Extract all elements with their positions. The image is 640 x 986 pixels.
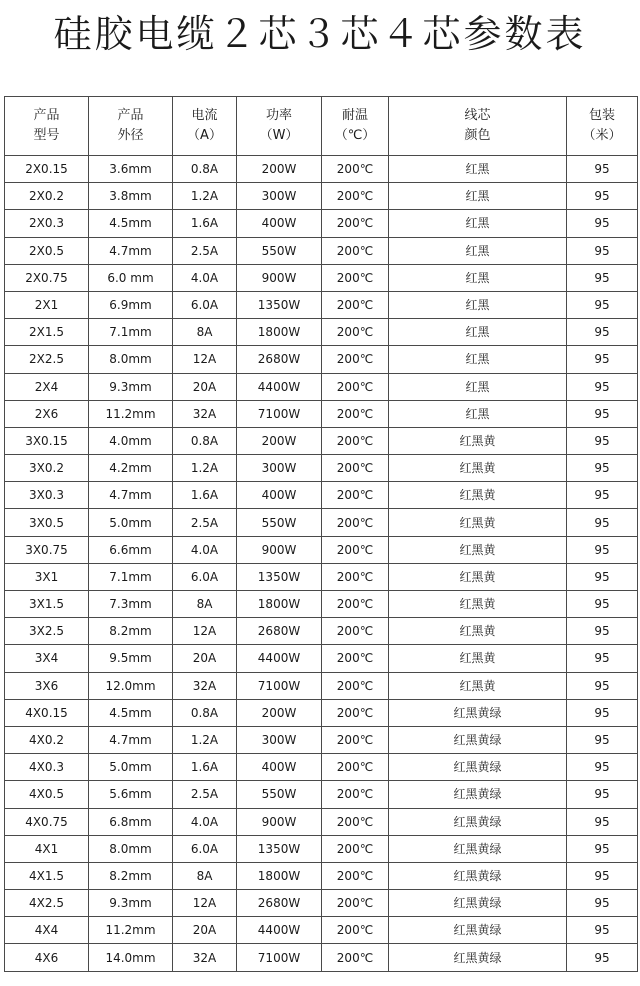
header-model-line: 产品: [33, 108, 60, 123]
cell-core-color: 红黑黄: [389, 645, 567, 672]
cell-core-color: 红黑黄: [389, 591, 567, 618]
cell-packing: 95: [567, 862, 638, 889]
table-row: [5, 808, 638, 835]
cell-packing: 95: [567, 455, 638, 482]
cell-temp: 200℃: [322, 400, 389, 427]
cell-temp: 200℃: [322, 210, 389, 237]
cell-packing: 95: [567, 754, 638, 781]
cell-packing: 95: [567, 890, 638, 917]
cell-current: 0.8A: [173, 699, 237, 726]
cell-packing: 95: [567, 427, 638, 454]
cell-model: 2X1.5: [5, 319, 89, 346]
cell-core-color: 红黑: [389, 210, 567, 237]
cell-packing: 95: [567, 591, 638, 618]
cell-current: 20A: [173, 917, 237, 944]
cell-packing: 95: [567, 645, 638, 672]
cell-packing: 95: [567, 373, 638, 400]
cell-model: 4X4: [5, 917, 89, 944]
cell-current: 1.6A: [173, 754, 237, 781]
cell-model: 3X1.5: [5, 591, 89, 618]
cell-model: 4X0.3: [5, 754, 89, 781]
cell-core-color: 红黑: [389, 400, 567, 427]
cell-packing: 95: [567, 536, 638, 563]
cell-power: 550W: [237, 237, 322, 264]
cell-temp: 200℃: [322, 536, 389, 563]
cell-packing: 95: [567, 618, 638, 645]
cell-packing: 95: [567, 264, 638, 291]
table-row: [5, 373, 638, 400]
cell-power: 300W: [237, 726, 322, 753]
cell-model: 2X4: [5, 373, 89, 400]
cell-diameter: 4.2mm: [89, 455, 173, 482]
table-row: [5, 156, 638, 183]
header-model-line: 型号: [33, 128, 60, 143]
cell-diameter: 4.7mm: [89, 726, 173, 753]
cell-power: 300W: [237, 183, 322, 210]
table-header-row: [5, 97, 638, 156]
cell-temp: 200℃: [322, 183, 389, 210]
cell-current: 2.5A: [173, 237, 237, 264]
table-row: [5, 210, 638, 237]
cell-diameter: 7.1mm: [89, 563, 173, 590]
header-packing: [567, 97, 638, 156]
cell-temp: 200℃: [322, 291, 389, 318]
cell-core-color: 红黑黄绿: [389, 726, 567, 753]
header-power: [237, 97, 322, 156]
cell-power: 200W: [237, 699, 322, 726]
table-row: [5, 726, 638, 753]
cell-power: 4400W: [237, 645, 322, 672]
cell-temp: 200℃: [322, 455, 389, 482]
cell-packing: 95: [567, 835, 638, 862]
cell-packing: 95: [567, 291, 638, 318]
cell-power: 7100W: [237, 944, 322, 971]
cell-model: 3X1: [5, 563, 89, 590]
cell-power: 2680W: [237, 346, 322, 373]
cell-temp: 200℃: [322, 944, 389, 971]
cell-model: 2X0.15: [5, 156, 89, 183]
table-row: [5, 237, 638, 264]
cell-power: 1350W: [237, 563, 322, 590]
header-core-color-line: 颜色: [464, 128, 491, 143]
cell-diameter: 5.0mm: [89, 509, 173, 536]
cell-diameter: 5.0mm: [89, 754, 173, 781]
cell-core-color: 红黑: [389, 346, 567, 373]
cell-temp: 200℃: [322, 373, 389, 400]
cell-temp: 200℃: [322, 672, 389, 699]
cell-current: 32A: [173, 672, 237, 699]
cell-current: 1.6A: [173, 482, 237, 509]
cell-diameter: 8.0mm: [89, 835, 173, 862]
cell-core-color: 红黑黄绿: [389, 754, 567, 781]
cell-diameter: 8.2mm: [89, 862, 173, 889]
cell-packing: 95: [567, 183, 638, 210]
table-body: [5, 156, 638, 972]
cell-temp: 200℃: [322, 264, 389, 291]
cell-model: 3X4: [5, 645, 89, 672]
cell-power: 7100W: [237, 672, 322, 699]
cell-current: 8A: [173, 862, 237, 889]
cell-current: 32A: [173, 944, 237, 971]
cell-power: 900W: [237, 536, 322, 563]
cell-model: 4X0.75: [5, 808, 89, 835]
cell-current: 4.0A: [173, 264, 237, 291]
table-row: [5, 346, 638, 373]
cell-power: 1350W: [237, 291, 322, 318]
cell-core-color: 红黑黄绿: [389, 699, 567, 726]
cell-model: 3X6: [5, 672, 89, 699]
cell-diameter: 6.8mm: [89, 808, 173, 835]
table-row: [5, 672, 638, 699]
table-row: [5, 319, 638, 346]
table-row: [5, 482, 638, 509]
cell-core-color: 红黑黄: [389, 563, 567, 590]
cell-packing: 95: [567, 482, 638, 509]
table-row: [5, 591, 638, 618]
cell-core-color: 红黑黄绿: [389, 781, 567, 808]
cell-current: 20A: [173, 373, 237, 400]
cell-power: 900W: [237, 264, 322, 291]
cell-diameter: 6.6mm: [89, 536, 173, 563]
cell-temp: 200℃: [322, 890, 389, 917]
cell-packing: 95: [567, 781, 638, 808]
cell-temp: 200℃: [322, 808, 389, 835]
cell-diameter: 4.7mm: [89, 482, 173, 509]
table-row: [5, 509, 638, 536]
cell-current: 6.0A: [173, 563, 237, 590]
cell-diameter: 3.6mm: [89, 156, 173, 183]
cell-current: 32A: [173, 400, 237, 427]
table-row: [5, 291, 638, 318]
cell-core-color: 红黑: [389, 156, 567, 183]
cell-core-color: 红黑黄绿: [389, 808, 567, 835]
cell-power: 4400W: [237, 917, 322, 944]
table-row: [5, 455, 638, 482]
cell-power: 1800W: [237, 591, 322, 618]
cell-core-color: 红黑黄: [389, 482, 567, 509]
table-row: [5, 427, 638, 454]
cell-diameter: 7.3mm: [89, 591, 173, 618]
cell-diameter: 6.9mm: [89, 291, 173, 318]
cell-temp: 200℃: [322, 699, 389, 726]
cell-model: 3X0.5: [5, 509, 89, 536]
cell-power: 1350W: [237, 835, 322, 862]
cell-model: 4X0.2: [5, 726, 89, 753]
cell-diameter: 14.0mm: [89, 944, 173, 971]
cell-packing: 95: [567, 726, 638, 753]
cell-packing: 95: [567, 319, 638, 346]
cell-power: 900W: [237, 808, 322, 835]
table-row: [5, 781, 638, 808]
cell-temp: 200℃: [322, 754, 389, 781]
cell-current: 8A: [173, 319, 237, 346]
cell-temp: 200℃: [322, 563, 389, 590]
cell-packing: 95: [567, 808, 638, 835]
cell-model: 4X2.5: [5, 890, 89, 917]
cell-model: 3X0.2: [5, 455, 89, 482]
cell-temp: 200℃: [322, 237, 389, 264]
header-diameter-line: 产品: [117, 108, 144, 123]
header-current-line: （A）: [187, 128, 222, 143]
cell-core-color: 红黑: [389, 291, 567, 318]
cell-core-color: 红黑黄绿: [389, 862, 567, 889]
cell-packing: 95: [567, 563, 638, 590]
cell-current: 6.0A: [173, 291, 237, 318]
cell-diameter: 4.5mm: [89, 210, 173, 237]
header-temp-line: （℃）: [334, 128, 376, 143]
header-power-line: （W）: [259, 128, 299, 143]
cell-current: 2.5A: [173, 509, 237, 536]
cell-core-color: 红黑黄: [389, 427, 567, 454]
cell-current: 4.0A: [173, 536, 237, 563]
cell-current: 6.0A: [173, 835, 237, 862]
table-row: [5, 890, 638, 917]
cell-packing: 95: [567, 509, 638, 536]
cell-power: 4400W: [237, 373, 322, 400]
cell-temp: 200℃: [322, 862, 389, 889]
cell-diameter: 8.2mm: [89, 618, 173, 645]
cell-power: 550W: [237, 781, 322, 808]
cell-current: 4.0A: [173, 808, 237, 835]
table-row: [5, 917, 638, 944]
cell-power: 400W: [237, 754, 322, 781]
cell-diameter: 11.2mm: [89, 917, 173, 944]
cell-power: 400W: [237, 210, 322, 237]
cell-diameter: 4.5mm: [89, 699, 173, 726]
cell-core-color: 红黑黄: [389, 536, 567, 563]
table-row: [5, 618, 638, 645]
cell-diameter: 9.5mm: [89, 645, 173, 672]
cell-power: 1800W: [237, 862, 322, 889]
cell-core-color: 红黑黄绿: [389, 890, 567, 917]
cell-temp: 200℃: [322, 346, 389, 373]
header-packing-line: 包装: [588, 108, 615, 123]
table-row: [5, 754, 638, 781]
header-packing-line: （米）: [582, 128, 622, 143]
cell-model: 4X6: [5, 944, 89, 971]
cell-temp: 200℃: [322, 509, 389, 536]
cell-power: 200W: [237, 427, 322, 454]
cell-core-color: 红黑黄绿: [389, 835, 567, 862]
cell-model: 2X0.5: [5, 237, 89, 264]
cell-current: 12A: [173, 890, 237, 917]
header-power-line: 功率: [265, 108, 292, 123]
cell-packing: 95: [567, 210, 638, 237]
cell-diameter: 9.3mm: [89, 890, 173, 917]
cell-model: 2X0.75: [5, 264, 89, 291]
cell-model: 4X1: [5, 835, 89, 862]
cell-packing: 95: [567, 672, 638, 699]
cell-core-color: 红黑: [389, 183, 567, 210]
cell-current: 1.6A: [173, 210, 237, 237]
cell-diameter: 5.6mm: [89, 781, 173, 808]
cell-diameter: 7.1mm: [89, 319, 173, 346]
table-row: [5, 862, 638, 889]
cell-model: 3X0.15: [5, 427, 89, 454]
cell-packing: 95: [567, 944, 638, 971]
cell-current: 12A: [173, 346, 237, 373]
cell-core-color: 红黑: [389, 237, 567, 264]
table-row: [5, 563, 638, 590]
cell-diameter: 12.0mm: [89, 672, 173, 699]
cell-temp: 200℃: [322, 781, 389, 808]
cell-core-color: 红黑: [389, 319, 567, 346]
cell-core-color: 红黑黄: [389, 455, 567, 482]
header-temp: [322, 97, 389, 156]
cell-model: 2X6: [5, 400, 89, 427]
header-core-color: [389, 97, 567, 156]
cell-core-color: 红黑黄绿: [389, 917, 567, 944]
cell-current: 8A: [173, 591, 237, 618]
cell-power: 300W: [237, 455, 322, 482]
cell-diameter: 11.2mm: [89, 400, 173, 427]
cell-power: 200W: [237, 156, 322, 183]
header-diameter-line: 外径: [117, 128, 144, 143]
cell-diameter: 3.8mm: [89, 183, 173, 210]
table-row: [5, 264, 638, 291]
cell-temp: 200℃: [322, 427, 389, 454]
cell-power: 1800W: [237, 319, 322, 346]
cell-model: 4X0.5: [5, 781, 89, 808]
cell-current: 20A: [173, 645, 237, 672]
table-row: [5, 400, 638, 427]
cell-packing: 95: [567, 156, 638, 183]
cell-packing: 95: [567, 917, 638, 944]
cell-power: 7100W: [237, 400, 322, 427]
cell-temp: 200℃: [322, 319, 389, 346]
cell-packing: 95: [567, 699, 638, 726]
table-row: [5, 645, 638, 672]
header-model: [5, 97, 89, 156]
cell-model: 4X0.15: [5, 699, 89, 726]
cell-power: 2680W: [237, 890, 322, 917]
cell-model: 3X0.75: [5, 536, 89, 563]
cell-model: 4X1.5: [5, 862, 89, 889]
cell-model: 2X1: [5, 291, 89, 318]
cell-current: 1.2A: [173, 455, 237, 482]
cell-temp: 200℃: [322, 645, 389, 672]
cell-model: 2X0.3: [5, 210, 89, 237]
cell-core-color: 红黑黄: [389, 509, 567, 536]
cell-model: 2X2.5: [5, 346, 89, 373]
cell-diameter: 8.0mm: [89, 346, 173, 373]
table-row: [5, 183, 638, 210]
cell-current: 1.2A: [173, 726, 237, 753]
cell-temp: 200℃: [322, 917, 389, 944]
header-temp-line: 耐温: [341, 108, 368, 123]
cell-current: 1.2A: [173, 183, 237, 210]
cell-current: 0.8A: [173, 156, 237, 183]
cell-packing: 95: [567, 237, 638, 264]
cell-temp: 200℃: [322, 726, 389, 753]
cell-temp: 200℃: [322, 482, 389, 509]
table-row: [5, 536, 638, 563]
cell-core-color: 红黑: [389, 373, 567, 400]
cell-diameter: 4.0mm: [89, 427, 173, 454]
header-current-line: 电流: [191, 108, 218, 123]
table-row: [5, 944, 638, 971]
cell-temp: 200℃: [322, 618, 389, 645]
cell-core-color: 红黑黄: [389, 672, 567, 699]
header-diameter: [89, 97, 173, 156]
page-title: 硅胶电缆２芯３芯４芯参数表: [53, 12, 587, 56]
table-row: [5, 699, 638, 726]
cell-diameter: 6.0 mm: [89, 264, 173, 291]
cell-packing: 95: [567, 400, 638, 427]
cell-core-color: 红黑: [389, 264, 567, 291]
cell-model: 2X0.2: [5, 183, 89, 210]
cell-temp: 200℃: [322, 591, 389, 618]
cell-current: 0.8A: [173, 427, 237, 454]
cell-model: 3X2.5: [5, 618, 89, 645]
cell-model: 3X0.3: [5, 482, 89, 509]
table-row: [5, 835, 638, 862]
cell-current: 12A: [173, 618, 237, 645]
cell-power: 400W: [237, 482, 322, 509]
cell-current: 2.5A: [173, 781, 237, 808]
cell-temp: 200℃: [322, 156, 389, 183]
spec-table: [4, 96, 638, 972]
cell-core-color: 红黑黄绿: [389, 944, 567, 971]
cell-diameter: 9.3mm: [89, 373, 173, 400]
header-current: [173, 97, 237, 156]
cell-power: 2680W: [237, 618, 322, 645]
cell-core-color: 红黑黄: [389, 618, 567, 645]
header-core-color-line: 线芯: [464, 108, 491, 123]
cell-temp: 200℃: [322, 835, 389, 862]
cell-diameter: 4.7mm: [89, 237, 173, 264]
cell-power: 550W: [237, 509, 322, 536]
cell-packing: 95: [567, 346, 638, 373]
